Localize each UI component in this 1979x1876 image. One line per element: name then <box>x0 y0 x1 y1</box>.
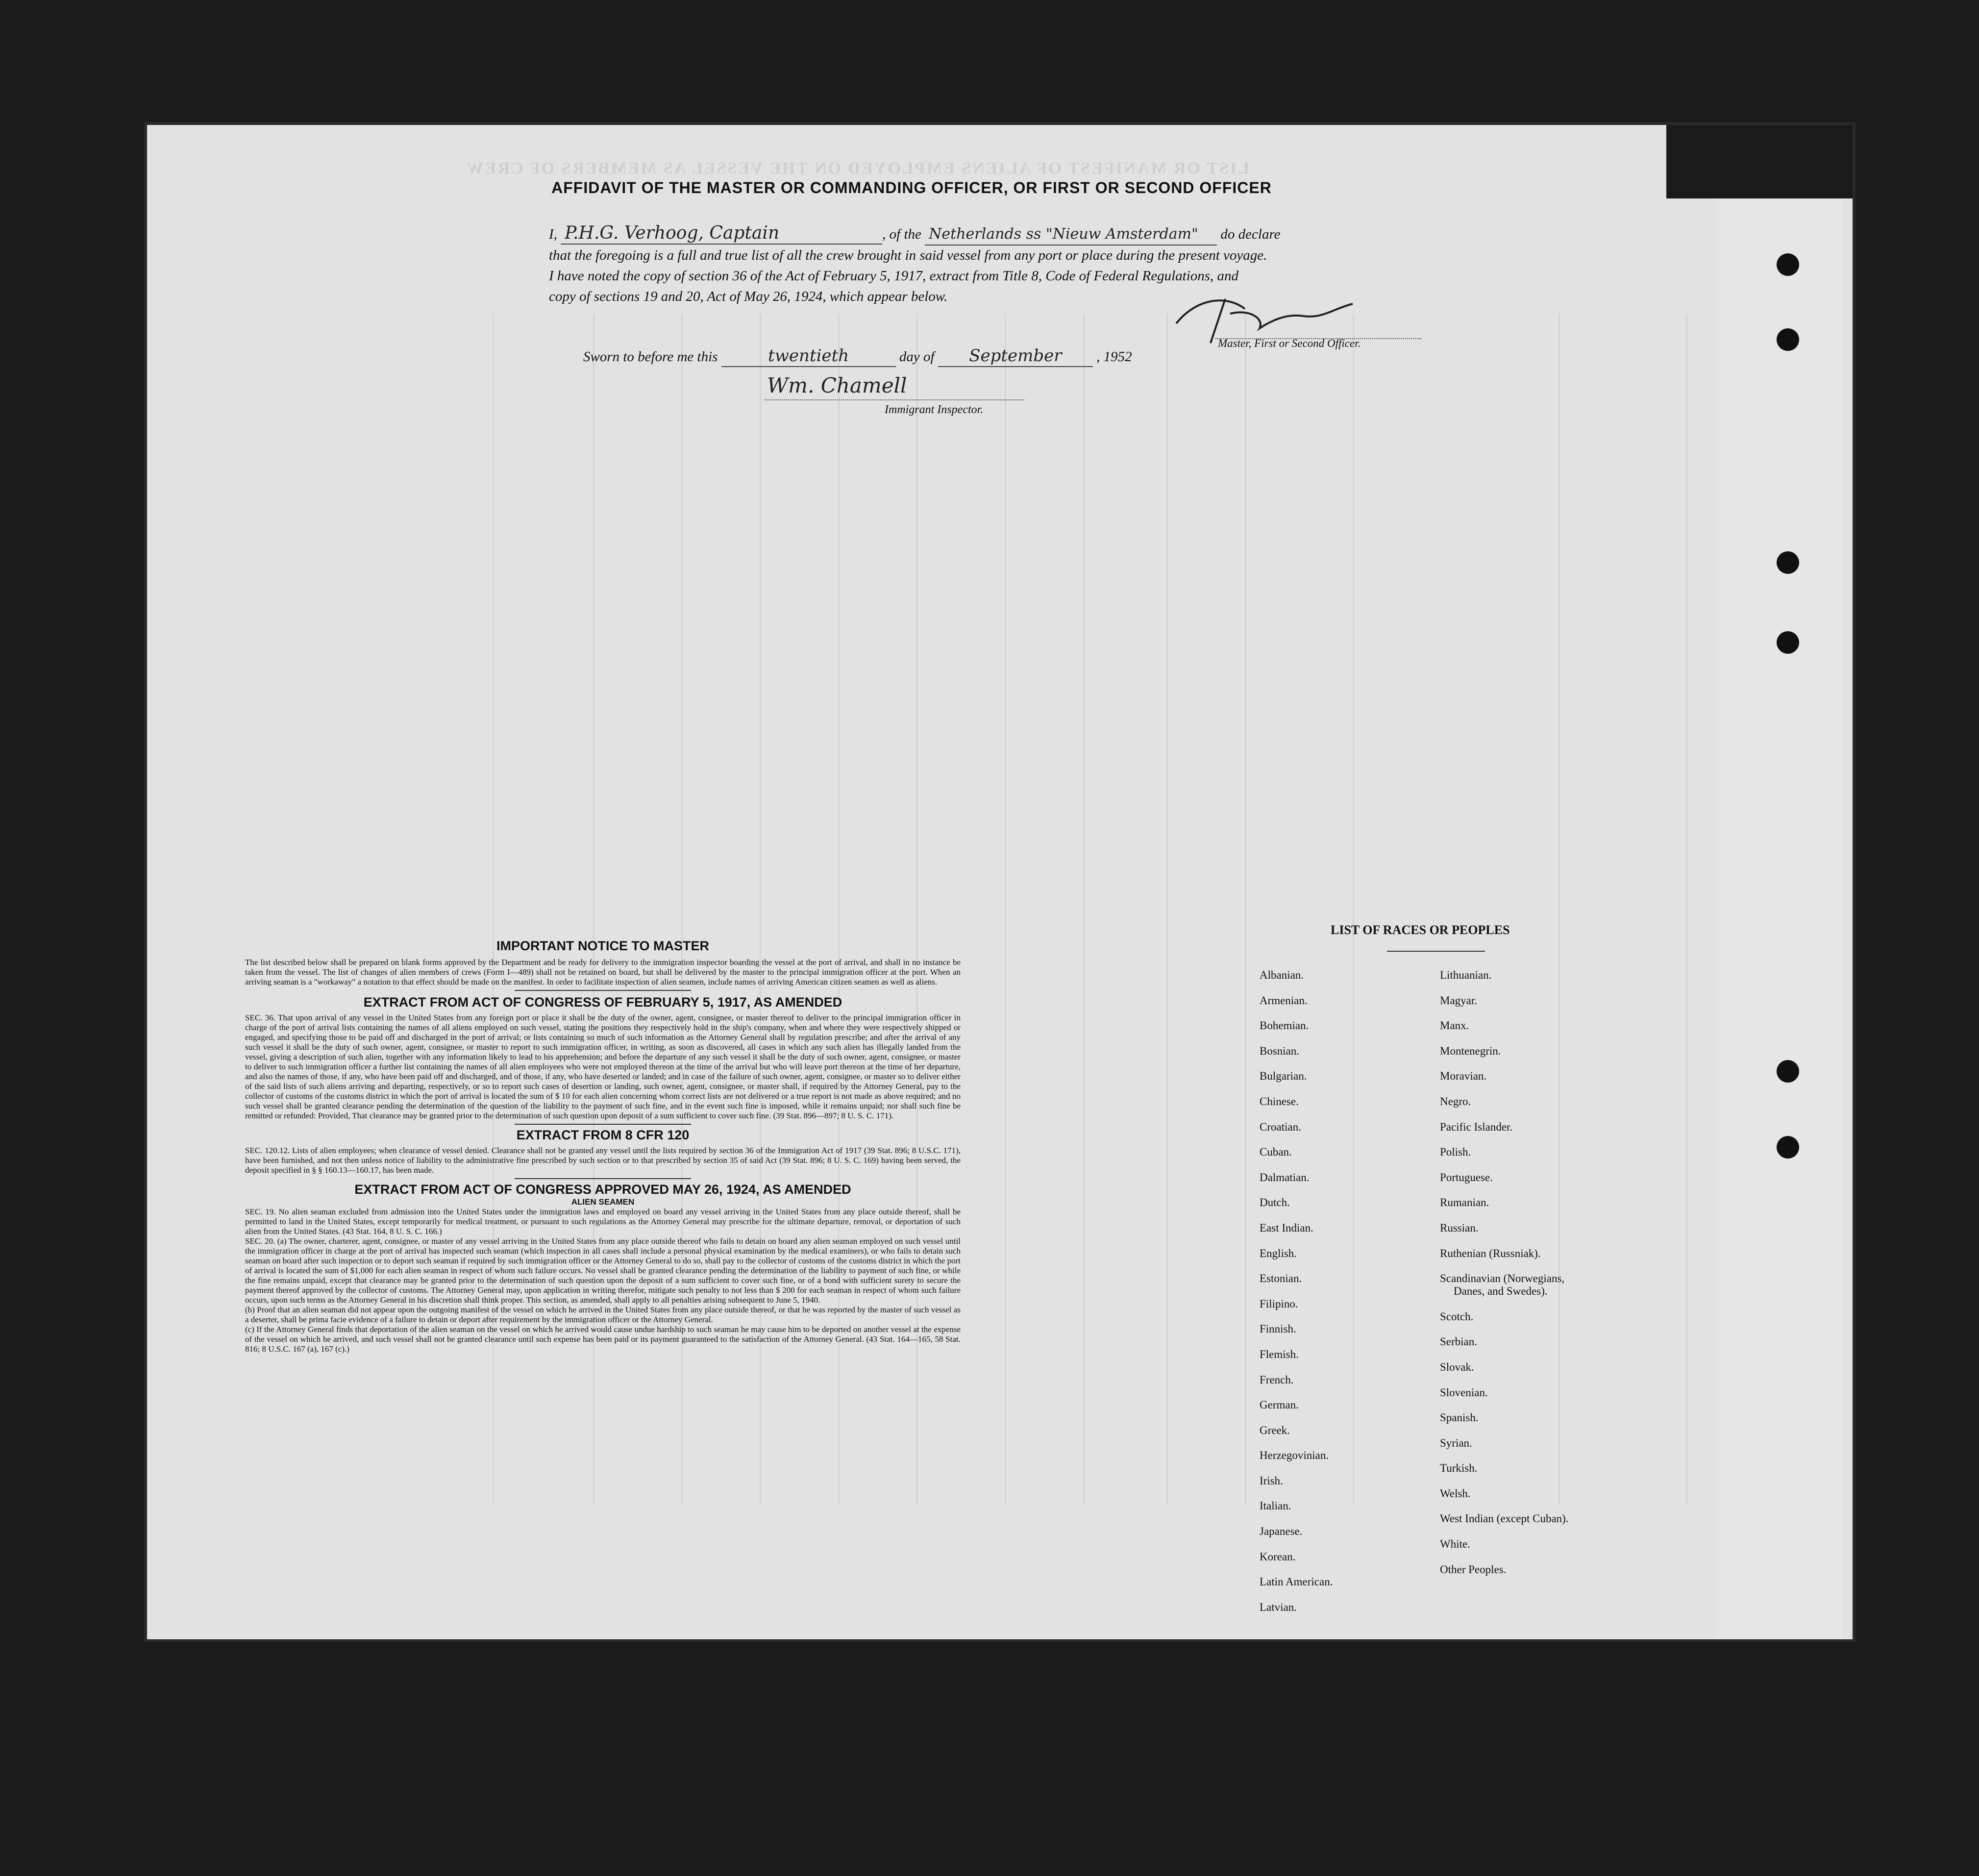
race-item: Croatian. <box>1260 1120 1301 1133</box>
race-item: Serbian. <box>1440 1335 1478 1348</box>
extract-1917-title: EXTRACT FROM ACT OF CONGRESS OF FEBRUARY 5, 1917, AS AMENDED <box>363 995 842 1010</box>
sec-19-text: SEC. 19. No alien seaman excluded from admission into the United States under the immigration laws and employed on board any vessel arriving in the United States from any place outside thereof, shall be permitted to land in the United States, except temporarily for medical treatment, or pursuant to such regulations as the Attorney General may prescribe for the ultimate departure, removal, or deportation of such alien from the United States. (43 Stat. 164, 8 U. S. C. 166.) <box>245 1207 961 1236</box>
race-item: Portuguese. <box>1440 1171 1493 1184</box>
extract-1924-title: EXTRACT FROM ACT OF CONGRESS APPROVED MAY 26, 1924, AS AMENDED <box>354 1182 851 1197</box>
sheet-right-strip <box>1715 196 1843 1639</box>
race-item: Chinese. <box>1260 1095 1299 1108</box>
race-item: Herzegovinian. <box>1260 1449 1329 1462</box>
race-item: Moravian. <box>1440 1070 1487 1083</box>
faint-column-line <box>1166 314 1168 1505</box>
race-item: German. <box>1260 1399 1299 1411</box>
race-item: Negro. <box>1440 1095 1471 1108</box>
race-item: Lithuanian. <box>1440 969 1492 981</box>
important-notice <box>245 938 961 1354</box>
race-item: Spanish. <box>1440 1411 1479 1424</box>
race-item: Pacific Islander. <box>1440 1120 1513 1133</box>
extract-1917-body: SEC. 36. That upon arrival of any vessel in the United States from any foreign port or place it shall be the duty of the owner, agent, consignee, or master thereof to deliver to the principal immigration officer in charge of the port of arrival lists containing the names of all aliens employed on such vessel, stating the positions they respectively hold in the ship's company, when and where they were respectively shipped or engaged, and specifying those to be paid off and discharged in the port of arrival; or lists containing so much of such information as the Attorney General shall by regulation prescribe; and after the arrival of any such vessel it shall be the duty of such owner, agent, consignee, or master to report to such immigration officer, in writing, as soon as discovered, all cases in which any such alien has illegally landed from the vessel, giving a description of such alien, together with any information likely to lead to his apprehension; and before the departure of any such vessel it shall be the duty of such owner, agent, consignee, or master to deliver to such immigration officer a further list containing the names of all alien employees who were not employed thereon at the time of the arrival but who will leave port thereon at the time of her departure, and also the names of those, if any, who have been paid off and discharged, and of those, if any, who have deserted or landed; and in case of the failure of such owner, agent, consignee, or master so to deliver either of the said lists of such aliens arriving and departing, respectively, or so to report such cases of desertion or landing, such owner, agent, consignee, or master shall, if required by the Attorney General, pay to the collector of customs of the customs district in which the port of arrival is located the sum of $ 10 for each alien concerning whom correct lists are not delivered or a true report is not made as above required; and no such vessel shall be granted clearance pending the determination of the question of the liability to the payment of such fine, and in the event such fine is imposed, while it remains unpaid; nor shall such fine be remitted or refunded: Provided, That clearance may be granted prior to the determination of such question upon deposit of a sum sufficient to cover such fine. (39 Stat. 896—897; 8 U. S. C. 171). <box>245 1013 961 1120</box>
notice-title: IMPORTANT NOTICE TO MASTER <box>496 938 709 953</box>
faint-column-line <box>1083 314 1085 1505</box>
vessel-name-handwritten: Netherlands ss "Nieuw Amsterdam" <box>925 224 1217 246</box>
race-item: Italian. <box>1260 1500 1291 1512</box>
race-item: Turkish. <box>1440 1462 1478 1475</box>
inspector-label: Immigrant Inspector. <box>885 403 984 416</box>
race-item: Filipino. <box>1260 1297 1298 1310</box>
binder-hole <box>1777 253 1799 276</box>
film-corner <box>1666 125 1853 198</box>
captain-name-handwritten: P.H.G. Verhoog, Captain <box>561 223 882 245</box>
race-item: Danes, and Swedes). <box>1454 1285 1548 1298</box>
races-title: LIST OF RACES OR PEOPLES <box>1331 923 1510 937</box>
race-item: Other Peoples. <box>1440 1563 1507 1576</box>
sec-20b-text: (b) Proof that an alien seaman did not appear upon the outgoing manifest of the vessel on which he arrived in the United States from any place outside thereof, or that he was reported by the master of such vessel as a deserter, shall be prima facie evidence of a failure to detain or deport after requirement by the immigration officer or the Attorney General. <box>245 1305 961 1324</box>
race-item: Latin American. <box>1260 1576 1333 1588</box>
race-item: Bohemian. <box>1260 1019 1309 1032</box>
race-item: Bulgarian. <box>1260 1070 1307 1083</box>
race-item: English. <box>1260 1247 1297 1259</box>
faint-column-line <box>1245 314 1246 1505</box>
race-item: French. <box>1260 1373 1294 1386</box>
binder-hole <box>1777 1060 1799 1083</box>
race-item: Dutch. <box>1260 1196 1290 1209</box>
day-of-label: day of <box>899 349 935 365</box>
affidavit-line-3: I have noted the copy of section 36 of the Act of February 5, 1917, extract from Title 8, Code of Federal Regulations, and <box>549 268 1239 284</box>
notice-body: The list described below shall be prepared on blank forms approved by the Department and be ready for delivery to the immigration inspector boarding the vessel at the port of arrival, and shall in no instance be taken from the vessel. The list of changes of alien members of crews (Form I—489) shall not be retained on board, but shall be delivered by the master to the principal immigration officer at the port. When an arriving seaman is a "workaway" a notation to that effect should be made on the manifest. In order to facilitate inspection of alien seamen, include names of arriving American citizen seamen as well as aliens. <box>245 958 961 987</box>
race-item: Manx. <box>1440 1019 1469 1032</box>
binder-hole <box>1777 328 1799 351</box>
affidavit-line-4: copy of sections 19 and 20, Act of May 26, 1924, which appear below. <box>549 289 948 304</box>
divider <box>515 1124 691 1125</box>
sworn-line <box>583 346 1318 367</box>
race-item: West Indian (except Cuban). <box>1440 1512 1569 1525</box>
race-item: Slovak. <box>1440 1360 1474 1373</box>
races-right-column <box>1440 969 1569 1588</box>
month-handwritten: September <box>938 346 1093 367</box>
affidavit-line-1 <box>549 223 1451 246</box>
race-item: Ruthenian (Russniak). <box>1440 1247 1541 1259</box>
sec-20c-text: (c) If the Attorney General finds that deportation of the alien seaman on the vessel on which he arrived would cause undue hardship to such seaman he may cause him to be deported on another vessel at the expense of the vessel on which he arrived, and such vessel shall not be granted clearance until such expense has been paid or its payment guaranteed to the satisfaction of the Attorney General. (43 Stat. 164—165, 58 Stat. 816; 8 U.S.C. 167 (a), 167 (c).) <box>245 1325 961 1354</box>
divider <box>515 1178 691 1179</box>
race-item: Estonian. <box>1260 1272 1302 1285</box>
faint-column-line <box>1353 314 1354 1505</box>
affidavit-i-label: I, <box>549 226 557 242</box>
race-item: Welsh. <box>1440 1487 1471 1500</box>
race-item: Montenegrin. <box>1440 1044 1501 1057</box>
race-item: Scandinavian (Norwegians, <box>1440 1272 1565 1285</box>
binder-hole <box>1777 631 1799 654</box>
divider <box>515 990 691 991</box>
faint-column-line <box>1005 314 1006 1505</box>
binder-hole <box>1777 551 1799 574</box>
race-item: Cuban. <box>1260 1146 1292 1159</box>
faint-column-line <box>1686 314 1687 1505</box>
race-item: Magyar. <box>1440 994 1478 1007</box>
race-item: Armenian. <box>1260 994 1308 1007</box>
race-item: Dalmatian. <box>1260 1171 1310 1184</box>
race-item: Syrian. <box>1440 1436 1472 1449</box>
master-label: Master, First or Second Officer. <box>1218 337 1361 349</box>
do-declare-label: do declare <box>1220 226 1281 242</box>
race-item: White. <box>1440 1538 1470 1551</box>
race-item: Polish. <box>1440 1146 1471 1159</box>
race-item: Slovenian. <box>1440 1386 1488 1399</box>
affidavit-heading: AFFIDAVIT OF THE MASTER OR COMMANDING OFFICER, OR FIRST OR SECOND OFFICER <box>551 179 1272 197</box>
faint-reverse-title: LIST OR MANIFEST OF ALIENS EMPLOYED ON THE VESSEL AS MEMBERS OF CREW <box>466 159 1249 177</box>
race-item: Bosnian. <box>1260 1044 1300 1057</box>
race-item: Scotch. <box>1440 1310 1474 1323</box>
year-label: , 1952 <box>1096 349 1132 365</box>
inspector-signature-handwritten: Wm. Chamell <box>767 373 907 397</box>
race-item: Finnish. <box>1260 1323 1296 1335</box>
race-item: East Indian. <box>1260 1221 1313 1234</box>
sec-20a-text: SEC. 20. (a) The owner, charterer, agent, consignee, or master of any vessel arriving in the United States from any place outside thereof who fails to detain on board any alien seaman employed on such vessel until the immigration officer in charge at the port of arrival has inspected such seaman (which inspection in all cases shall include a personal physical examination by the medical examiners), or who fails to detain such seaman on board after such inspection or to deport such seaman if required by such immigration officer or the Attorney General to do so, shall pay to the collector of customs of the customs district in which the port of arrival is located the sum of $1,000 for each alien seaman in respect of whom such failure occurs. No vessel shall be granted clearance pending the determination of the liability to payment of such fine, or while the fine remains unpaid, except that clearance may be granted prior to the determination of such question upon the deposit of a sum sufficient to cover such fine, or of a bond with sufficient surety to secure the payment thereof approved by the collector of customs. The Attorney General may, upon application in writing therefor, mitigate such penalty to not less than $ 200 for each seaman in respect of whom such failure occurs, upon such terms as the Attorney General in his discretion shall think proper. This section, as amended, shall apply to all penalties arising subsequent to June 5, 1940. <box>245 1236 961 1305</box>
race-item: Russian. <box>1440 1221 1479 1234</box>
race-item: Irish. <box>1260 1474 1283 1487</box>
race-item: Flemish. <box>1260 1348 1299 1360</box>
extract-cfr-body: SEC. 120.12. Lists of alien employees; when clearance of vessel denied. Clearance shall not be granted any vessel until the lists required by section 36 of the Immigration Act of 1917 (39 Stat. 896; 8 U.S.C. 171), have been furnished, and not then unless notice of liability to the administrative fine prescribed by such section or to that prescribed by section 35 of said Act (39 Stat. 896; 8 U. S. C. 169) having been served, the deposit specified in § § 160.13—160.17, has been made. <box>245 1146 961 1175</box>
race-item: Korean. <box>1260 1550 1296 1563</box>
extract-1924-subtitle: ALIEN SEAMEN <box>571 1197 635 1207</box>
binder-hole <box>1777 1136 1799 1159</box>
races-divider <box>1387 951 1485 952</box>
race-item: Rumanian. <box>1440 1196 1489 1209</box>
sworn-label: Sworn to before me this <box>583 349 718 365</box>
race-item: Greek. <box>1260 1424 1290 1436</box>
day-handwritten: twentieth <box>721 346 896 367</box>
race-item: Latvian. <box>1260 1601 1297 1613</box>
races-left-column <box>1260 969 1333 1626</box>
of-the-label: , of the <box>882 226 921 242</box>
race-item: Albanian. <box>1260 969 1304 981</box>
race-item: Japanese. <box>1260 1525 1303 1538</box>
affidavit-line-2: that the foregoing is a full and true list of all the crew brought in said vessel from any port or place during the present voyage. <box>549 247 1267 263</box>
extract-cfr-title: EXTRACT FROM 8 CFR 120 <box>516 1128 690 1142</box>
